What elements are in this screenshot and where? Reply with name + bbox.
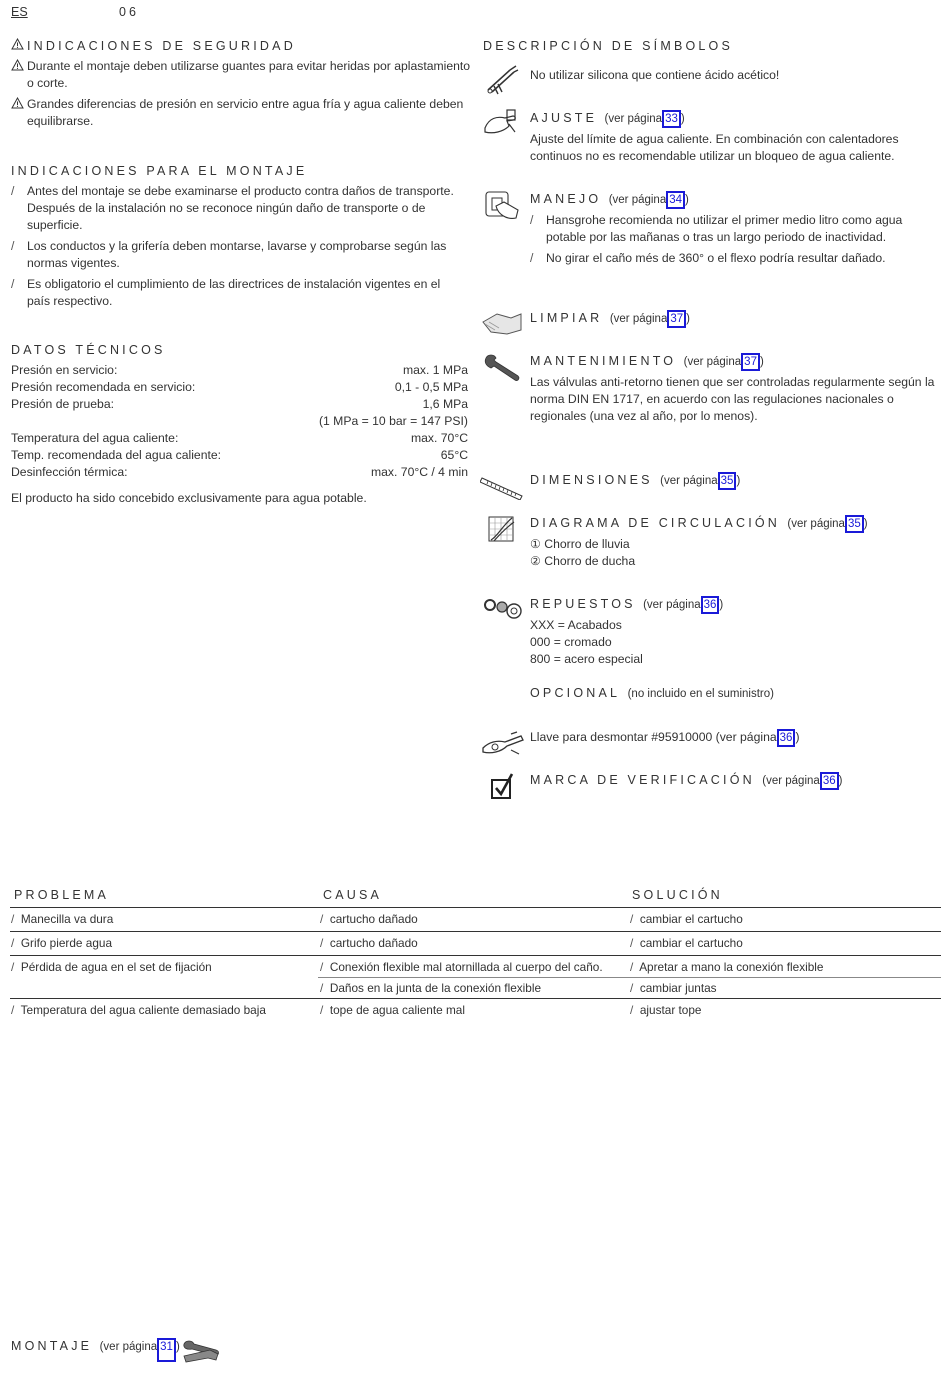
spare-parts-icon <box>482 595 524 626</box>
table-header-problema: PROBLEMA <box>14 888 110 902</box>
page-link[interactable]: 31 <box>157 1338 176 1362</box>
verification-heading: MARCA DE VERIFICACIÓN (ver página 36 ) <box>530 772 842 790</box>
table-cell: / Conexión flexible mal atornillada al cuerpo del caño. <box>320 960 603 974</box>
tools-icon <box>180 1336 222 1367</box>
spec-row: Presión en servicio: max. 1 MPa <box>11 363 468 377</box>
table-cell: / Manecilla va dura <box>11 912 113 926</box>
table-cell: / cartucho dañado <box>320 912 418 926</box>
assembly-notes-section <box>11 164 466 314</box>
assembly-footer: MONTAJE (ver página 31 ) <box>11 1338 180 1362</box>
spec-row: Presión recomendada en servicio: 0,1 - 0,5 MPa <box>11 380 468 394</box>
assembly-notes-title: INDICACIONES PARA EL MONTAJE <box>11 164 308 178</box>
list-item: ② Chorro de ducha <box>530 554 636 568</box>
operation-list <box>530 212 932 271</box>
table-cell: / cartucho dañado <box>320 936 418 950</box>
spec-row: Desinfección térmica: max. 70°C / 4 min <box>11 465 468 479</box>
list-item: ① Chorro de lluvia <box>530 537 630 551</box>
adjust-hand-icon <box>483 108 519 141</box>
removal-key-icon <box>481 730 525 759</box>
list-item: / No girar el caño més de 360° o el flexo podría resultar dañado. <box>530 250 932 267</box>
ruler-icon <box>480 470 524 503</box>
dimensions-heading: DIMENSIONES (ver página 35 ) <box>530 472 740 490</box>
list-item: / Los conductos y la grifería deben montarse, lavarse y comprobarse según las normas vigentes. <box>11 238 466 272</box>
silicone-gun-icon <box>484 64 520 99</box>
safety-item: Grandes diferencias de presión en servicio entre agua fría y agua caliente deben equilibrarse. <box>11 96 471 130</box>
table-cell: / Temperatura del agua caliente demasiado baja <box>11 1003 266 1017</box>
table-cell: / cambiar juntas <box>630 981 717 995</box>
table-cell: / cambiar el cartucho <box>630 912 743 926</box>
table-divider <box>10 907 941 908</box>
table-cell: / tope de agua caliente mal <box>320 1003 465 1017</box>
operation-heading: MANEJO (ver página 34 ) <box>530 191 689 209</box>
optional-heading: OPCIONAL (no incluido en el suministro) <box>530 686 774 700</box>
silicone-warning: No utilizar silicona que contiene ácido acético! <box>530 68 780 82</box>
maintenance-text: Las válvulas anti-retorno tienen que ser controladas regularmente según la norma DIN EN 1717, en acuerdo con las regulaciones nacionales o regionales (una vez al año, por lo menos). <box>530 375 935 423</box>
list-item: / Hansgrohe recomienda no utilizar el primer medio litro como agua potable por las mañanas o tras un largo periodo de inactividad. <box>530 212 932 246</box>
spec-row: (1 MPa = 10 bar = 147 PSI) <box>318 414 468 428</box>
page-link[interactable]: 36 <box>820 772 839 790</box>
page-number: 06 <box>119 5 139 19</box>
page-link[interactable]: 36 <box>777 729 796 747</box>
table-header-solucion: SOLUCIÓN <box>632 888 723 902</box>
table-cell: / Daños en la junta de la conexión flexible <box>320 981 541 995</box>
list-item: / Es obligatorio el cumplimiento de las directrices de instalación vigentes en el país respectivo. <box>11 276 466 310</box>
symbols-title: DESCRIPCIÓN DE SÍMBOLOS <box>483 39 734 53</box>
adjust-heading: AJUSTE (ver página 33 ) <box>530 110 685 128</box>
safety-title: INDICACIONES DE SEGURIDAD <box>27 39 296 53</box>
table-cell: / Pérdida de agua en el set de fijación <box>11 960 212 974</box>
table-divider <box>10 955 941 956</box>
technical-data-title: DATOS TÉCNICOS <box>11 343 166 357</box>
safety-item: Durante el montaje deben utilizarse guantes para evitar heridas por aplastamiento o corte. <box>11 58 471 92</box>
flow-diagram-list <box>530 536 635 570</box>
page-header <box>11 5 28 19</box>
warning-icon <box>11 59 24 76</box>
removal-key-text: Llave para desmontar #95910000 (ver página 36 ) <box>530 729 800 747</box>
spec-row: Presión de prueba: 1,6 MPa <box>11 397 468 411</box>
cleaning-heading: LIMPIAR (ver página 37 ) <box>530 310 690 328</box>
technical-note: El producto ha sido concebido exclusivamente para agua potable. <box>11 491 367 505</box>
operation-hand-icon <box>484 190 520 225</box>
flow-diagram-icon <box>488 514 516 547</box>
table-header-causa: CAUSA <box>323 888 383 902</box>
list-item: / Antes del montaje se debe examinarse el producto contra daños de transporte. Después de la instalación no se reconoce ningún daño de transporte o de superficie. <box>11 183 466 234</box>
page-link[interactable]: 35 <box>845 515 864 533</box>
table-cell: / cambiar el cartucho <box>630 936 743 950</box>
checkmark-icon <box>490 772 514 803</box>
table-divider <box>10 931 941 932</box>
warning-icon <box>11 97 24 114</box>
page-link[interactable]: 34 <box>666 191 685 209</box>
adjust-text: Ajuste del límite de agua caliente. En combinación con calentadores continuos no es recomendable utilizar un bloqueo de agua caliente. <box>530 132 899 163</box>
table-divider <box>10 998 941 999</box>
table-cell: / Apretar a mano la conexión flexible <box>630 960 823 974</box>
wrench-icon <box>482 352 522 385</box>
page-link[interactable]: 33 <box>662 110 681 128</box>
page-link[interactable]: 37 <box>667 310 686 328</box>
flow-diagram-heading: DIAGRAMA DE CIRCULACIÓN (ver página 35 ) <box>530 515 868 533</box>
page-link[interactable]: 35 <box>718 472 737 490</box>
table-cell: / Grifo pierde agua <box>11 936 112 950</box>
list-item: XXX = Acabados <box>530 618 622 632</box>
language-code: ES <box>11 5 28 19</box>
list-item: 000 = cromado <box>530 635 612 649</box>
maintenance-heading: MANTENIMIENTO (ver página 37 ) <box>530 353 764 371</box>
warning-icon <box>11 38 27 53</box>
page-link[interactable]: 37 <box>741 353 760 371</box>
spare-parts-list <box>530 617 643 668</box>
cleaning-hand-icon <box>481 308 523 341</box>
table-divider <box>318 977 941 978</box>
page-link[interactable]: 36 <box>701 596 720 614</box>
list-item: 800 = acero especial <box>530 652 643 666</box>
spare-parts-heading: REPUESTOS (ver página 36 ) <box>530 596 723 614</box>
technical-data-section <box>11 343 468 507</box>
table-cell: / ajustar tope <box>630 1003 702 1017</box>
spec-row: Temp. recomendada del agua caliente: 65°C <box>11 448 468 462</box>
safety-section <box>11 38 471 130</box>
spec-row: Temperatura del agua caliente: max. 70°C <box>11 431 468 445</box>
